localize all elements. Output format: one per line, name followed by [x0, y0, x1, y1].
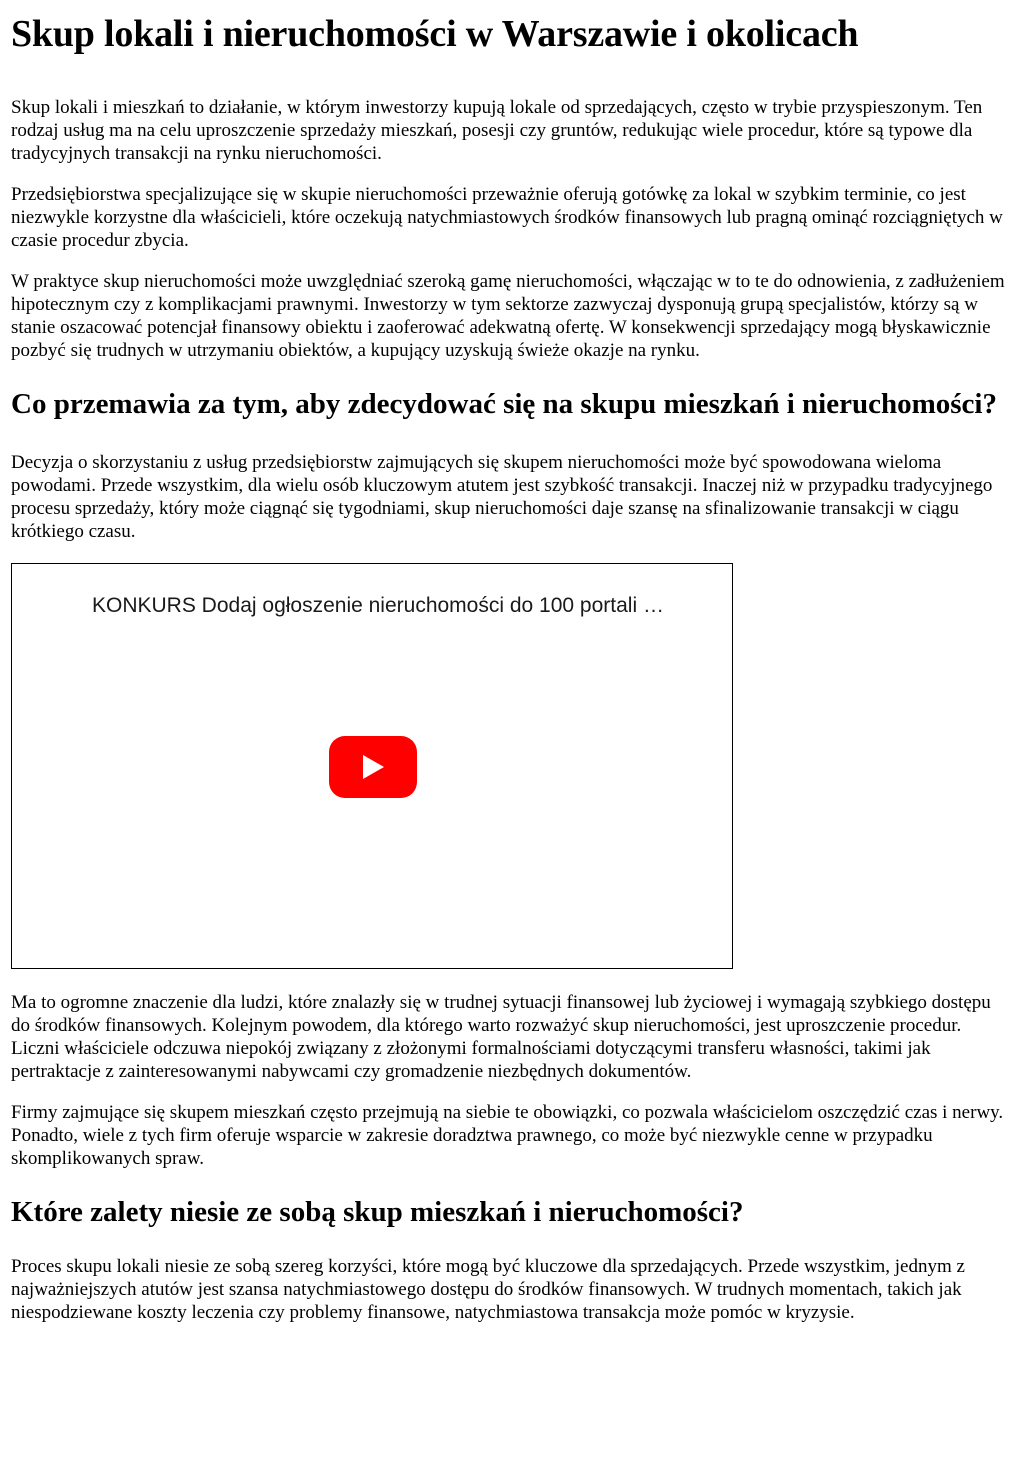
intro-paragraph-1: Skup lokali i mieszkań to działanie, w którym inwestorzy kupują lokale od sprzedających, często w trybie przyspieszonym. Ten rodzaj usług ma na celu uproszczenie sprzedaży mieszkań, posesji czy gruntów, redukując wiele procedur, które są typowe dla tradycyjnych transakcji na rynku nieruchomości.: [11, 97, 983, 164]
section2-paragraph-1: Proces skupu lokali niesie ze sobą szereg korzyści, które mogą być kluczowe dla sprzedających. Przede wszystkim, jednym z najważniejszych atutów jest szansa natychmiastowego dostępu do środków finansowych. W trudnych momentach, takich jak niespodziewane koszty leczenia czy problemy finansowe, natychmiastowa transakcja może pomóc w kryzysie.: [11, 1256, 965, 1323]
section-heading-benefits: Które zalety niesie ze sobą skup mieszkań i nieruchomości?: [11, 1196, 744, 1228]
intro-paragraph-2: Przedsiębiorstwa specjalizujące się w skupie nieruchomości przeważnie oferują gotówkę za lokal w szybkim terminie, co jest niezwykle korzystne dla właścicieli, które oczekują natychmiastowych środków finansowych lub pragną ominąć rozciągniętych w czasie procedur zbycia.: [11, 184, 1003, 251]
intro-paragraph-3: W praktyce skup nieruchomości może uwzględniać szeroką gamę nieruchomości, włączając w to te do odnowienia, z zadłużeniem hipotecznym czy z komplikacjami prawnymi. Inwestorzy w tym sektorze zazwyczaj dysponują grupą specjalistów, którzy są w stanie oszacować potencjał finansowy obiektu i zaoferować adekwatną ofertę. W konsekwencji sprzedający mogą błyskawicznie pozbyć się trudnych w utrzymaniu obiektów, a kupujący uzyskują świeże okazje na rynku.: [11, 271, 1005, 361]
youtube-play-icon[interactable]: [329, 736, 417, 798]
section1-paragraph-1: Decyzja o skorzystaniu z usług przedsiębiorstw zajmujących się skupem nieruchomości może być spowodowana wieloma powodami. Przede wszystkim, dla wielu osób kluczowym atutem jest szybkość transakcji. Inaczej niż w przypadku tradycyjnego procesu sprzedaży, który może ciągnąć się tygodniami, skup nieruchomości daje szansę na sfinalizowanie transakcji w ciągu krótkiego czasu.: [11, 452, 993, 542]
article: [0, 12, 1024, 1324]
page-title: Skup lokali i nieruchomości w Warszawie i okolicach: [11, 13, 859, 55]
video-title[interactable]: KONKURS Dodaj ogłoszenie nieruchomości do 100 portali …: [92, 594, 664, 617]
section1-paragraph-2: Ma to ogromne znaczenie dla ludzi, które znalazły się w trudnej sytuacji finansowej lub życiowej i wymagają szybkiego dostępu do środków finansowych. Kolejnym powodem, dla którego warto rozważyć skup nieruchomości, jest uproszczenie procedur. Liczni właściciele odczuwa niepokój związany z złożonymi formalnościami dotyczącymi transferu własności, takimi jak pertraktacje z zainteresowanymi nabywcami czy gromadzenie niezbędnych dokumentów.: [11, 992, 991, 1082]
play-triangle-icon: [360, 754, 386, 780]
video-embed[interactable]: [11, 563, 733, 969]
section-heading-why: Co przemawia za tym, aby zdecydować się na skupu mieszkań i nieruchomości?: [11, 388, 997, 420]
section1-paragraph-3: Firmy zajmujące się skupem mieszkań często przejmują na siebie te obowiązki, co pozwala właścicielom oszczędzić czas i nerwy. Ponadto, wiele z tych firm oferuje wsparcie w zakresie doradztwa prawnego, co może być niezwykle cenne w przypadku skomplikowanych spraw.: [11, 1102, 1004, 1169]
